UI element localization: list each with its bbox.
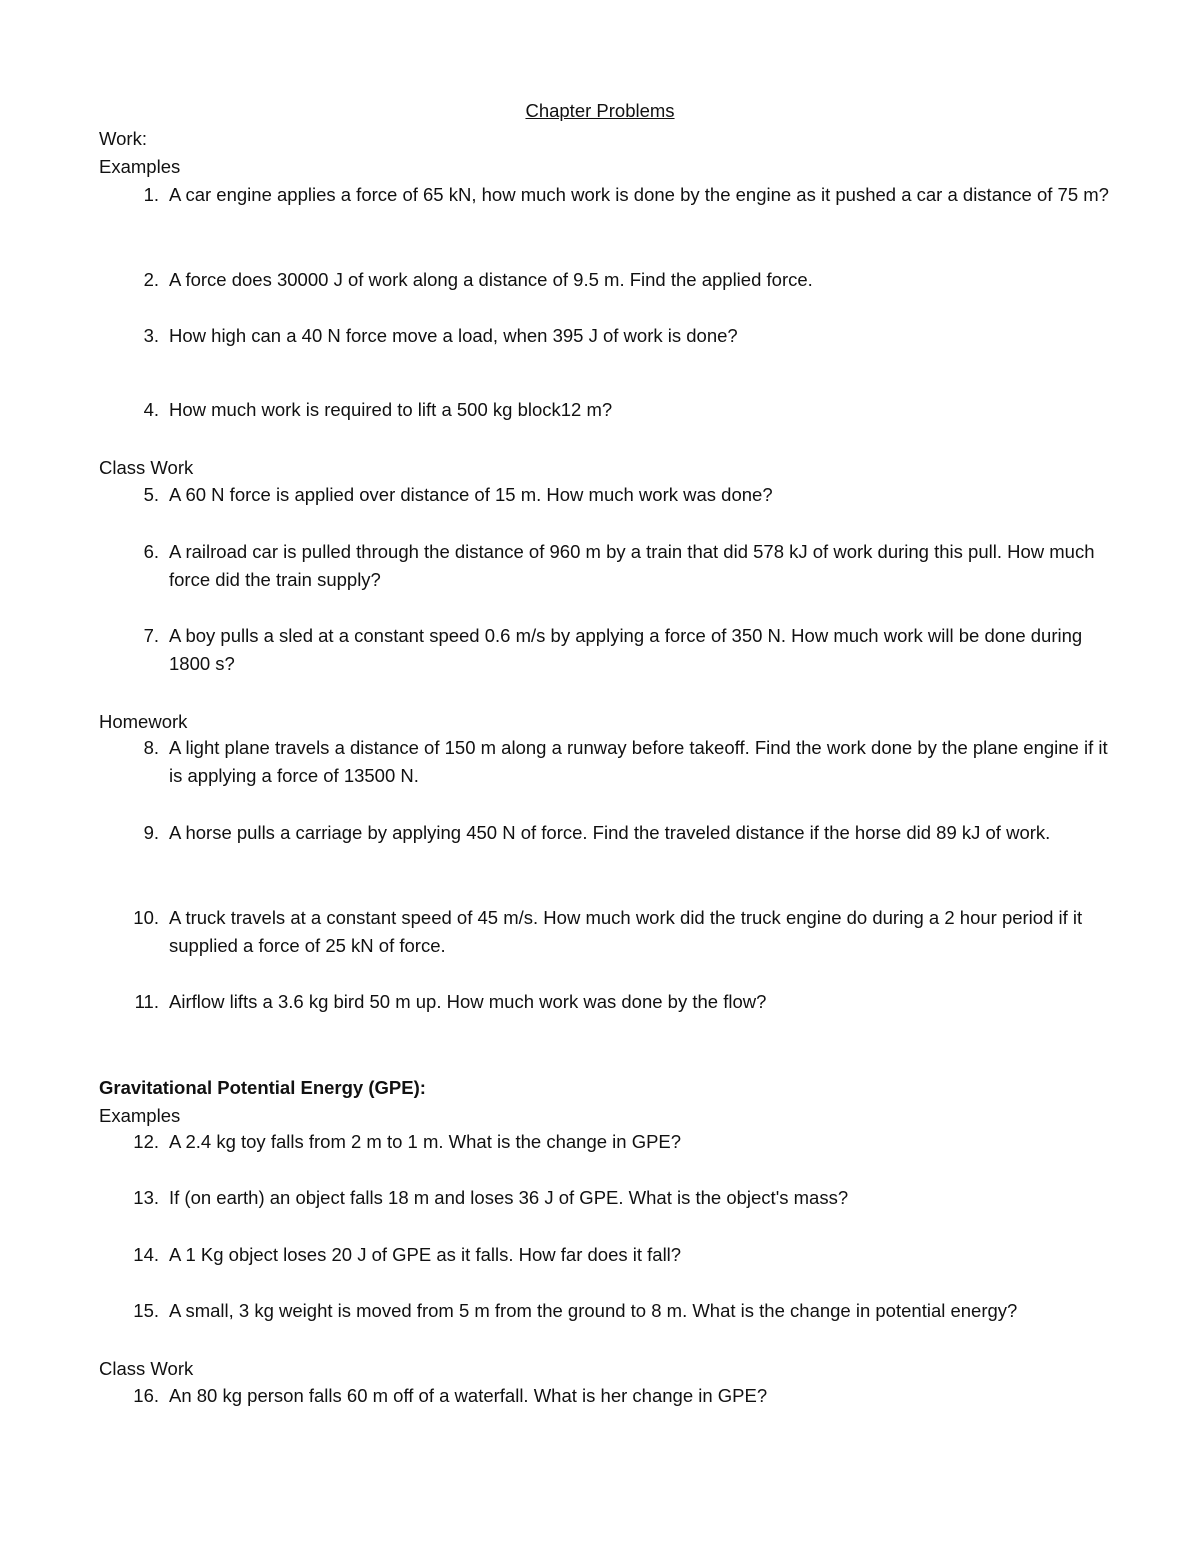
section-heading-work: Work: bbox=[99, 128, 147, 149]
problem-number: 2. bbox=[143, 269, 159, 290]
problem-text: How much work is required to lift a 500 kg block12 m? bbox=[169, 399, 613, 420]
problem-text: A 60 N force is applied over distance of 15 m. How much work was done? bbox=[169, 484, 773, 505]
problem-number: 4. bbox=[143, 399, 159, 420]
problem-text: A horse pulls a carriage by applying 450 N of force. Find the traveled distance if the horse did 89 kJ of work. bbox=[169, 822, 1051, 843]
problem-text: A truck travels at a constant speed of 45 m/s. How much work did the truck engine do during a 2 hour period if it supplied a force of 25 kN of force. bbox=[169, 907, 1083, 956]
problem-text: A railroad car is pulled through the distance of 960 m by a train that did 578 kJ of work during this pull. How much force did the train supply? bbox=[169, 541, 1095, 590]
problem-number: 9. bbox=[143, 822, 159, 843]
problem-text: A 2.4 kg toy falls from 2 m to 1 m. What is the change in GPE? bbox=[169, 1131, 682, 1152]
subheading-examples: Examples bbox=[99, 1105, 181, 1126]
problem-number: 12. bbox=[133, 1131, 159, 1152]
problem-text: A boy pulls a sled at a constant speed 0.6 m/s by applying a force of 350 N. How much work will be done during 1800 s? bbox=[169, 625, 1083, 674]
problem-text: A light plane travels a distance of 150 m along a runway before takeoff. Find the work done by the plane engine if it is applying a force of 13500 N. bbox=[169, 737, 1108, 786]
problem-number: 8. bbox=[143, 737, 159, 758]
subheading-examples: Examples bbox=[99, 156, 181, 177]
subheading-class-work: Class Work bbox=[99, 1358, 194, 1379]
problem-text: An 80 kg person falls 60 m off of a waterfall. What is her change in GPE? bbox=[169, 1385, 768, 1406]
problem-number: 1. bbox=[143, 184, 159, 205]
section-heading-gpe: Gravitational Potential Energy (GPE): bbox=[99, 1077, 426, 1098]
problem-text: A small, 3 kg weight is moved from 5 m from the ground to 8 m. What is the change in potential energy? bbox=[169, 1300, 1018, 1321]
problem-number: 5. bbox=[143, 484, 159, 505]
problem-number: 13. bbox=[133, 1187, 159, 1208]
problem-text: A force does 30000 J of work along a distance of 9.5 m. Find the applied force. bbox=[169, 269, 813, 290]
problem-number: 14. bbox=[133, 1244, 159, 1265]
subheading-class-work: Class Work bbox=[99, 457, 194, 478]
problem-text: If (on earth) an object falls 18 m and loses 36 J of GPE. What is the object's mass? bbox=[169, 1187, 849, 1208]
problem-text: How high can a 40 N force move a load, when 395 J of work is done? bbox=[169, 325, 738, 346]
problem-text: A car engine applies a force of 65 kN, how much work is done by the engine as it pushed a car a distance of 75 m? bbox=[169, 184, 1109, 205]
problem-number: 11. bbox=[134, 991, 159, 1012]
problem-number: 6. bbox=[143, 541, 159, 562]
problem-text: Airflow lifts a 3.6 kg bird 50 m up. How much work was done by the flow? bbox=[169, 991, 767, 1012]
problem-number: 15. bbox=[133, 1300, 159, 1321]
problem-number: 3. bbox=[143, 325, 159, 346]
page-title: Chapter Problems bbox=[525, 100, 675, 121]
subheading-homework: Homework bbox=[99, 711, 188, 732]
problem-number: 7. bbox=[143, 625, 159, 646]
problem-number: 10. bbox=[133, 907, 159, 928]
problem-number: 16. bbox=[133, 1385, 159, 1406]
problem-text: A 1 Kg object loses 20 J of GPE as it falls. How far does it fall? bbox=[169, 1244, 682, 1265]
